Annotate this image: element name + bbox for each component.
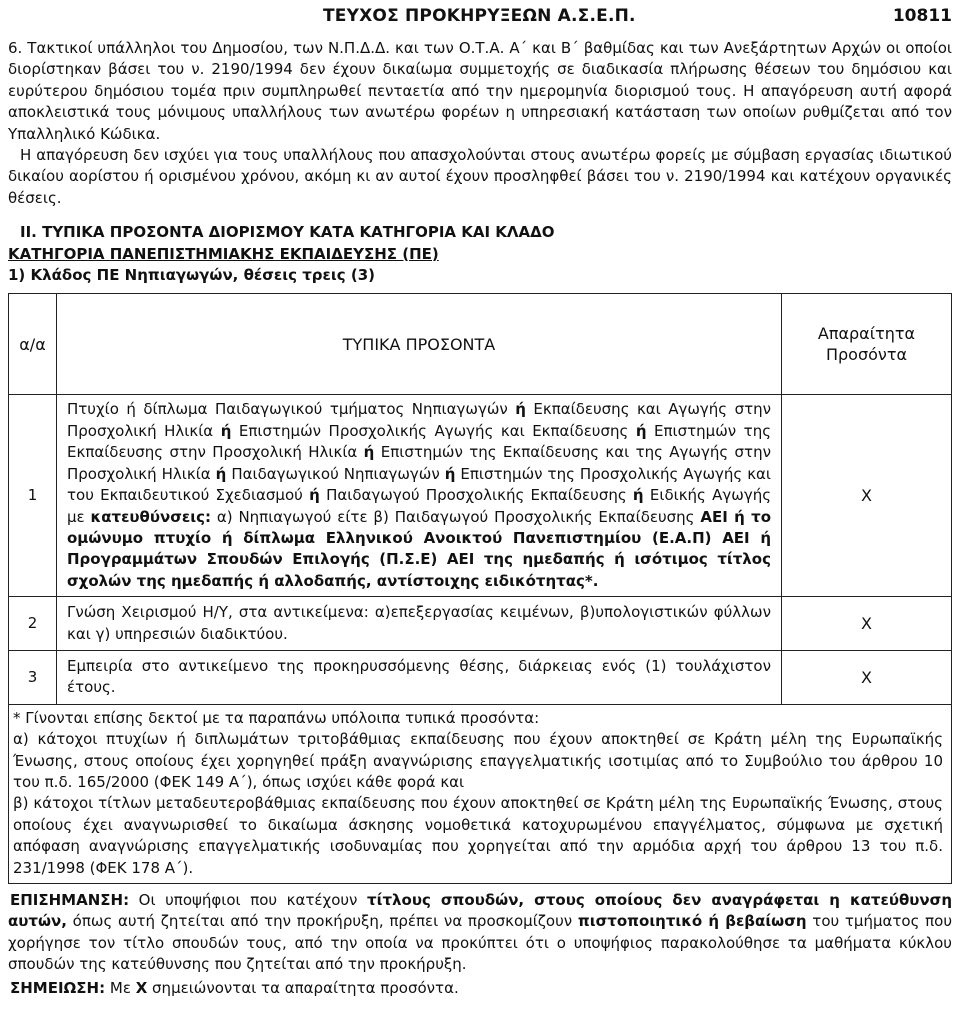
header-required-line1: Απαραίτητα <box>817 324 916 344</box>
table-row <box>9 597 952 651</box>
table-footnote <box>9 704 952 883</box>
gazette-title: ΤΕΥΧΟΣ ΠΡΟΚΗΡΥΞΕΩΝ Α.Σ.Ε.Π. <box>323 6 636 26</box>
item-6-exception-paragraph: Η απαγόρευση δεν ισχύει για τους υπαλλήλους που απασχολούνται στους ανωτέρω φορείς με σύμβαση εργασίας ιδιωτικού δικαίου αορίστου ή ορισμένου χρόνου, ακόμη κι αν αυτοί έχουν προσληφθεί βάσει του ν. 2190/1994 και κατέχουν οργανικές θέσεις. <box>8 146 952 207</box>
page-number: 10811 <box>892 6 952 26</box>
header-required-line2: Προσόντα <box>825 345 908 365</box>
section-heading-block <box>8 222 952 286</box>
required-mark: Χ <box>782 650 952 704</box>
row-number: 2 <box>9 597 57 651</box>
notice-label: ΕΠΙΣΗΜΑΝΣΗ: <box>10 891 130 909</box>
row-number: 3 <box>9 650 57 704</box>
table-header-row <box>9 294 952 395</box>
row-number: 1 <box>9 395 57 597</box>
remark-label: ΣΗΜΕΙΩΣΗ: <box>10 978 106 997</box>
row-qualification-text: Εμπειρία στο αντικείμενο της προκηρυσσόμενης θέσης, διάρκειας ενός (1) τουλάχιστον έτους. <box>57 650 782 704</box>
document-page <box>8 0 952 999</box>
notice-paragraph: ΕΠΙΣΗΜΑΝΣΗ: Οι υποψήφιοι που κατέχουν τίτλους σπουδών, στους οποίους δεν αναγράφεται η κατεύθυνση αυτών, όπως αυτή ζητείται από την προκήρυξη, πρέπει να προσκομίζουν πιστοποιητικό ή βεβαίωση του τμήματος που χορήγησε τον τίτλο σπουδών τους, από την οποία να προκύπτει ότι ο υποψήφιος παρακολούθησε τα μαθήματα κύκλου σπουδών της κατεύθυνσης που ζητείται από την προκήρυξη. <box>8 891 953 974</box>
item-6-paragraph: 6. Τακτικοί υπάλληλοι του Δημοσίου, των Ν.Π.Δ.Δ. και των Ο.Τ.Α. Α΄ και Β΄ βαθμίδας και των Ανεξάρτητων Αρχών οι οποίοι διορίστηκαν βάσει του ν. 2190/1994 δεν έχουν δικαίωμα συμμετοχής σε διαδικασία πλήρωσης θέσεων του δημόσιου και ευρύτερου δημόσιου τομέα πριν συμπληρωθεί πενταετία από την ημερομηνία διορισμού τους. Η απαγόρευση αυτή αφορά αποκλειστικά τους μόνιμους υπαλλήλους των ανωτέρω φορέων η υπηρεσιακή κατάσταση των οποίων ρυθμίζεται από τον Υπαλληλικό Κώδικα. <box>8 39 952 143</box>
header-serial: α/α <box>9 294 57 395</box>
row-qualification-text: Γνώση Χειρισμού Η/Υ, στα αντικείμενα: α)επεξεργασίας κειμένων, β)υπολογιστικών φύλλων και γ) υπηρεσιών διαδικτύου. <box>57 597 782 651</box>
footnote-item-b: β) κάτοχοι τίτλων μεταδευτεροβάθμιας εκπαίδευσης που έχουν αποκτηθεί σε Κράτη μέλη της Ευρωπαϊκής Ένωσης, στους οποίους έχει αναγνωρισθεί το δικαίωμα άσκησης νομοθετικά κατοχυρωμένου επαγγέλματος, σύμφωνα με σχετική απόφαση αναγνώρισης επαγγελματικής ισοδυναμίας που χορηγείται από την αρμόδια αρχή του άρθρου 13 του π.δ. 231/1998 (ΦΕΚ 178 Α΄). <box>13 794 943 877</box>
footnote-intro: * Γίνονται επίσης δεκτοί με τα παραπάνω υπόλοιπα τυπικά προσόντα: <box>13 708 540 727</box>
required-mark: Χ <box>782 597 952 651</box>
branch-heading: 1) Κλάδος ΠΕ Νηπιαγωγών, θέσεις τρεις (3) <box>8 266 375 285</box>
row-qualification-text: Πτυχίο ή δίπλωμα Παιδαγωγικού τμήματος Νηπιαγωγών ή Εκπαίδευσης και Αγωγής στην Προσχολική Ηλικία ή Επιστημών Προσχολικής Αγωγής και Εκπαίδευσης ή Επιστημών της Εκπαίδευσης στην Προσχολική Ηλικία ή Επιστημών της Εκπαίδευσης και της Αγωγής στην Προσχολική Ηλικία ή Παιδαγωγικού Νηπιαγωγών ή Επιστημών της Προσχολικής Αγωγής και του Εκπαιδευτικού Σχεδιασμού ή Παιδαγωγού Προσχολικής Εκπαίδευσης ή Ειδικής Αγωγής με κατευθύνσεις: α) Νηπιαγωγού είτε β) Παιδαγωγού Προσχολικής Εκπαίδευσης ΑΕΙ ή το ομώνυμο πτυχίο ή δίπλωμα Ελληνικού Ανοικτού Πανεπιστημίου (Ε.Α.Π) ΑΕΙ ή Προγραμμάτων Σπουδών Επιλογής (Π.Σ.Ε) ΑΕΙ της ημεδαπής ή ισότιμος τίτλος σχολών της ημεδαπής ή αλλοδαπής, αντίστοιχης ειδικότητας*. <box>57 395 782 597</box>
qualifications-table <box>8 293 952 884</box>
header-required <box>782 294 952 395</box>
remark-paragraph: ΣΗΜΕΙΩΣΗ: Με Χ σημειώνονται τα απαραίτητα προσόντα. <box>10 978 459 997</box>
table-row <box>9 650 952 704</box>
page-header <box>8 0 952 30</box>
table-row <box>9 395 952 597</box>
category-heading: ΚΑΤΗΓΟΡΙΑ ΠΑΝΕΠΙΣΤΗΜΙΑΚΗΣ ΕΚΠΑΙΔΕΥΣΗΣ (ΠΕ) <box>8 244 439 263</box>
section-heading: ΙΙ. ΤΥΠΙΚΑ ΠΡΟΣΟΝΤΑ ΔΙΟΡΙΣΜΟΥ ΚΑΤΑ ΚΑΤΗΓΟΡΙΑ ΚΑΙ ΚΛΑΔΟ <box>20 223 555 242</box>
footnote-item-a: α) κάτοχοι πτυχίων ή διπλωμάτων τριτοβάθμιας εκπαίδευσης που έχουν αποκτηθεί σε Κράτη μέλη της Ευρωπαϊκής Ένωσης, στους οποίους έχει χορηγηθεί πράξη αναγνώρισης επαγγελματικής ισοτιμίας από το Συμβούλιο του άρθρου 10 του π.δ. 165/2000 (ΦΕΚ 149 Α΄), όπως ισχύει κάθε φορά και <box>13 730 943 791</box>
table-footnote-row <box>9 704 952 883</box>
required-mark: Χ <box>782 395 952 597</box>
header-qualifications: ΤΥΠΙΚΑ ΠΡΟΣΟΝΤΑ <box>57 294 782 395</box>
